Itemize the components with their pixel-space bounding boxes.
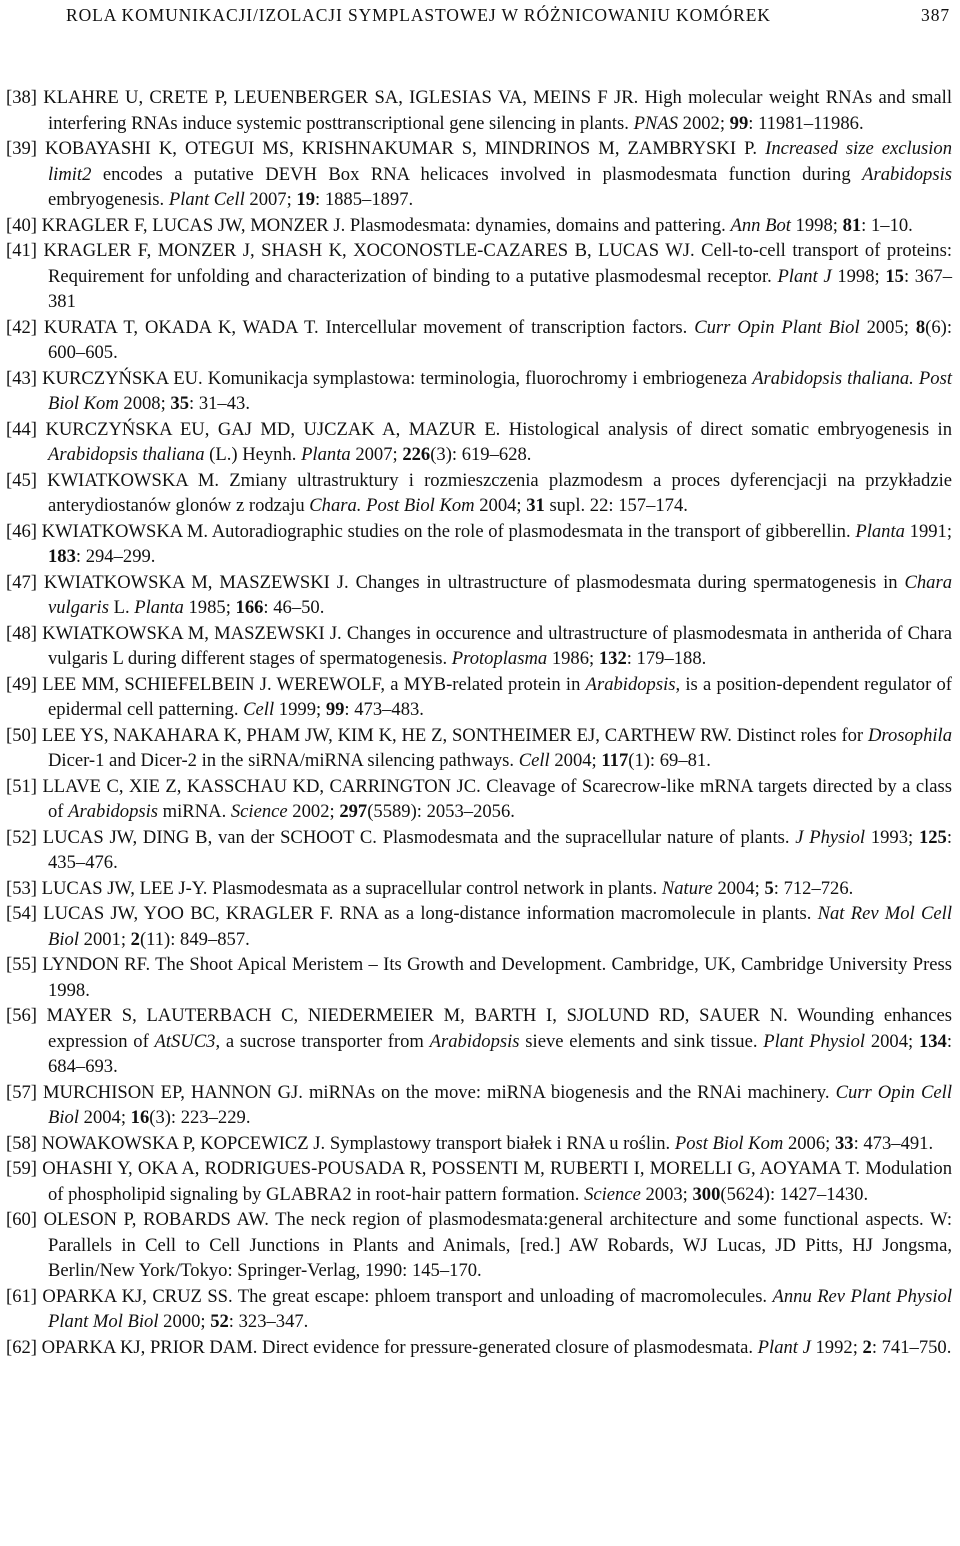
reference-entry	[6, 570, 952, 621]
reference-text: 2004;	[549, 750, 602, 771]
italic-text: Nat Rev Mol Cell Biol	[48, 903, 952, 950]
italic-text: J Physiol	[795, 826, 866, 848]
reference-text: [47] KWIATKOWSKA M, MASZEWSKI J. Changes in ultrastructure of plasmodesmata during spermatogenesis in	[6, 571, 905, 593]
reference-text: miRNA.	[158, 801, 231, 822]
reference-text: [45] KWIATKOWSKA M. Zmiany ultrastruktury i rozmieszczenia plazmodesm a proces dyferencjacji na przykładzie anterydiostanów glonów z rodzaju	[6, 469, 952, 516]
reference-entry	[6, 1335, 952, 1361]
reference-text: (11): 849–857.	[139, 928, 250, 950]
italic-text: Arabidopsis	[68, 801, 159, 822]
reference-entry	[6, 901, 952, 952]
reference-text: 2002;	[678, 112, 730, 134]
reference-text: 1998;	[790, 214, 843, 236]
reference-entry	[6, 1080, 952, 1131]
reference-text: [53] LUCAS JW, LEE J-Y. Plasmodesmata as a supracellular control network in plants.	[6, 877, 662, 899]
italic-text: Planta	[301, 444, 351, 465]
reference-text: (6): 600–605.	[48, 316, 953, 363]
reference-text: [54] LUCAS JW, YOO BC, KRAGLER F. RNA as a long-distance information macromolecule in plants.	[6, 903, 818, 924]
reference-text: [56] MAYER S, LAUTERBACH C, NIEDERMEIER M, BARTH I, SJOLUND RD, SAUER N. Wounding enhances expression of	[6, 1005, 952, 1052]
reference-text: 2002;	[287, 801, 340, 822]
bold-text: 134	[918, 1030, 947, 1052]
italic-text: Protoplasma	[451, 648, 548, 669]
reference-text: 2004;	[865, 1030, 919, 1052]
reference-text: (1): 69–81.	[628, 750, 711, 771]
bold-text: 297	[339, 801, 368, 822]
reference-text: [50] LEE YS, NAKAHARA K, PHAM JW, KIM K, HE Z, SONTHEIMER EJ, CARTHEW RW. Distinct roles for	[6, 724, 868, 746]
reference-text: 2004;	[474, 495, 527, 516]
reference-text: (5589): 2053–2056.	[367, 801, 515, 822]
reference-text: encodes a putative DEVH Box RNA helicaces involved in plasmodesmata function during	[91, 163, 863, 185]
bold-text: 35	[170, 393, 190, 414]
page-number: 387	[921, 5, 950, 25]
reference-text: 2007;	[244, 189, 297, 210]
running-title: ROLA KOMUNIKACJI/IZOLACJI SYMPLASTOWEJ W RÓŻNICOWANIU KOMÓREK	[66, 5, 771, 25]
reference-text: 2007;	[350, 444, 403, 465]
reference-entry	[6, 417, 952, 468]
reference-text: [58] NOWAKOWSKA P, KOPCEWICZ J. Symplastowy transport białek i RNA u roślin.	[6, 1132, 675, 1154]
italic-text: Curr Opin Cell Biol	[48, 1081, 952, 1128]
reference-text: 2004;	[712, 877, 765, 899]
bold-text: 99	[729, 112, 749, 134]
reference-entry	[6, 1207, 952, 1284]
bold-text: 2	[862, 1336, 872, 1358]
reference-text: supl. 22: 157–174.	[544, 495, 688, 516]
reference-text: , a sucrose transporter from	[215, 1030, 430, 1052]
bold-text: 81	[842, 214, 862, 236]
reference-text: 2005;	[859, 316, 916, 338]
reference-text: 1999;	[274, 699, 326, 720]
italic-text: Science	[230, 801, 288, 822]
reference-text: 2000;	[158, 1311, 211, 1332]
reference-text: 1986;	[547, 648, 599, 669]
italic-text: Increased size exclusion limit2	[48, 138, 953, 185]
reference-entry	[6, 238, 952, 315]
reference-entry	[6, 672, 952, 723]
reference-entry	[6, 519, 952, 570]
reference-entry	[6, 1284, 952, 1335]
reference-text: [42] KURATA T, OKADA K, WADA T. Intercellular movement of transcription factors.	[6, 316, 695, 338]
reference-text: : 741–750.	[871, 1336, 952, 1358]
italic-text: Post Biol Kom	[48, 367, 952, 414]
reference-text: [39] KOBAYASHI K, OTEGUI MS, KRISHNAKUMAR S, MINDRINOS M, ZAMBRYSKI P.	[6, 138, 766, 159]
reference-text: [48] KWIATKOWSKA M, MASZEWSKI J. Changes in occurence and ultrastructure of plasmodesmata in antherida of Chara vulgaris L during different stages of spermatogenesis.	[6, 622, 952, 669]
italic-text: PNAS	[633, 112, 678, 134]
bold-text: 226	[402, 444, 431, 465]
reference-text: (5624): 1427–1430.	[720, 1183, 869, 1205]
reference-text: : 31–43.	[189, 393, 250, 414]
italic-text: Plant J	[757, 1336, 811, 1358]
reference-text: [57] MURCHISON EP, HANNON GJ. miRNAs on the move: miRNA biogenesis and the RNAi machinery.	[6, 1081, 836, 1103]
italic-text: Ann Bot	[730, 214, 791, 236]
reference-text: [43] KURCZYŃSKA EU. Komunikacja symplastowa: terminologia, fluorochromy i embriogeneza	[6, 367, 753, 389]
italic-text: Chara.	[309, 495, 362, 516]
bold-text: 117	[601, 750, 629, 771]
reference-text: embryogenesis.	[48, 189, 169, 210]
bold-text: 33	[834, 1132, 854, 1154]
reference-list	[6, 85, 952, 1360]
italic-text: AtSUC3	[154, 1030, 216, 1052]
reference-entry	[6, 621, 952, 672]
reference-entry	[6, 825, 952, 876]
bold-text: 8	[915, 316, 926, 338]
reference-text: 2004;	[79, 1107, 131, 1128]
reference-text: : 11981–11986.	[748, 112, 864, 134]
reference-entry	[6, 85, 952, 136]
italic-text: Drosophila	[867, 724, 952, 746]
bold-text: 125	[918, 826, 947, 848]
reference-entry	[6, 1131, 952, 1157]
reference-entry	[6, 774, 952, 825]
reference-text: : 684–693.	[48, 1030, 952, 1077]
reference-text: : 1885–1897.	[315, 189, 414, 210]
reference-text: (L.) Heynh.	[204, 444, 302, 465]
reference-text: [60] OLESON P, ROBARDS AW. The neck region of plasmodesmata:general architecture and some functional aspects. W: Parallels in Cell to Cell Junctions in Plants and Animals, [red.] AW Robards, WJ Lucas, JD Pitts, HJ Jongsma, Berlin/New York/Tokyo: Springer-Verlag, 1990: 145–170.	[6, 1209, 952, 1281]
reference-text: : 473–491.	[853, 1132, 934, 1154]
reference-text: [51] LLAVE C, XIE Z, KASSCHAU KD, CARRINGTON JC. Cleavage of Scarecrow-like mRNA targets directed by a class of	[6, 775, 952, 822]
italic-text: Post Biol Kom	[366, 495, 475, 516]
reference-text: : 1–10.	[861, 214, 913, 236]
running-header	[6, 0, 952, 29]
reference-entry	[6, 366, 952, 417]
bold-text: 16	[130, 1107, 150, 1128]
reference-entry	[6, 1003, 952, 1080]
reference-text: [40] KRAGLER F, LUCAS JW, MONZER J. Plasmodesmata: dynamies, domains and pattering.	[6, 214, 731, 236]
italic-text: Science	[584, 1183, 641, 1205]
reference-text: Dicer-1 and Dicer-2 in the siRNA/miRNA silencing pathways.	[48, 750, 519, 771]
reference-text: : 712–726.	[773, 877, 854, 899]
reference-entry	[6, 1156, 952, 1207]
italic-text: Plant J	[777, 265, 832, 287]
italic-text: Post Biol Kom	[674, 1132, 784, 1154]
reference-entry	[6, 468, 952, 519]
italic-text: Nature	[661, 877, 713, 899]
reference-text: [61] OPARKA KJ, CRUZ SS. The great escape: phloem transport and unloading of macromolecules.	[6, 1285, 773, 1307]
reference-entry	[6, 723, 952, 774]
reference-text: : 367–381	[48, 265, 952, 312]
italic-text: Annu Rev Plant Physiol Plant Mol Biol	[48, 1285, 952, 1332]
reference-text: : 473–483.	[344, 699, 424, 720]
italic-text: Arabidopsis	[585, 673, 676, 695]
reference-text: : 46–50.	[263, 597, 325, 618]
italic-text: Chara vulgaris	[48, 571, 952, 618]
reference-text: 1993;	[865, 826, 919, 848]
italic-text: Plant Cell	[168, 189, 245, 210]
reference-text: [41] KRAGLER F, MONZER J, SHASH K, XOCONOSTLE-CAZARES B, LUCAS WJ. Cell-to-cell transport of proteins: Requirement for unfolding and characterization of binding to a putative plasmodesmal receptor.	[6, 240, 952, 287]
bold-text: 300	[692, 1183, 721, 1205]
reference-text: [62] OPARKA KJ, PRIOR DAM. Direct evidence for pressure-generated closure of plasmodesmata.	[6, 1336, 758, 1358]
bold-text: 19	[296, 189, 316, 210]
reference-text: 2008;	[118, 393, 171, 414]
reference-text: [52] LUCAS JW, DING B, van der SCHOOT C. Plasmodesmata and the supracellular nature of plants.	[6, 826, 796, 848]
reference-text: 2003;	[640, 1183, 693, 1205]
italic-text: Arabidopsis thaliana.	[752, 367, 914, 389]
reference-text: 2001;	[79, 928, 131, 950]
italic-text: Plant Physiol	[763, 1030, 866, 1052]
reference-text: : 435–476.	[48, 826, 952, 873]
reference-text: 2006;	[783, 1132, 835, 1154]
italic-text: Cell	[518, 750, 550, 771]
reference-text: L.	[108, 597, 135, 618]
reference-text: sieve elements and sink tissue.	[519, 1030, 764, 1052]
reference-text: 1998;	[831, 265, 886, 287]
reference-text: 1985;	[183, 597, 236, 618]
bold-text: 132	[598, 648, 627, 669]
italic-text: Planta	[855, 520, 905, 542]
bold-text: 5	[764, 877, 774, 899]
italic-text: Cell	[243, 699, 275, 720]
reference-text: , is a position-dependent regulator of epidermal cell patterning.	[48, 673, 952, 720]
bold-text: 2	[130, 928, 140, 950]
italic-text: Curr Opin Plant Biol	[694, 316, 860, 338]
reference-text: [46] KWIATKOWSKA M. Autoradiographic studies on the role of plasmodesmata in the transport of gibberellin.	[6, 520, 856, 542]
italic-text: Planta	[134, 597, 184, 618]
italic-text: Arabidopsis	[429, 1030, 520, 1052]
bold-text: 15	[885, 265, 904, 287]
reference-entry	[6, 876, 952, 902]
reference-text: : 294–299.	[75, 546, 156, 567]
bold-text: 166	[235, 597, 264, 618]
reference-text: : 179–188.	[626, 648, 707, 669]
reference-entry	[6, 952, 952, 1003]
reference-text: (3): 619–628.	[430, 444, 532, 465]
bold-text: 183	[48, 546, 76, 567]
italic-text: Arabidopsis thaliana	[48, 444, 205, 465]
reference-text: (3): 223–229.	[149, 1107, 251, 1128]
reference-text: 1991;	[904, 520, 952, 542]
reference-text: [55] LYNDON RF. The Shoot Apical Meristem – Its Growth and Development. Cambridge, UK, Cambridge University Press 1998.	[6, 954, 952, 1001]
bold-text: 31	[526, 495, 545, 516]
reference-text: [38] KLAHRE U, CRETE P, LEUENBERGER SA, IGLESIAS VA, MEINS F JR. High molecular weight RNAs and small interfering RNAs induce systemic posttranscriptional gene silencing in plants.	[6, 87, 952, 134]
bold-text: 99	[325, 699, 345, 720]
reference-entry	[6, 136, 952, 213]
reference-text: : 323–347.	[228, 1311, 309, 1332]
reference-entry	[6, 315, 952, 366]
reference-text: [59] OHASHI Y, OKA A, RODRIGUES-POUSADA R, POSSENTI M, RUBERTI I, MORELLI G, AOYAMA T. Modulation of phospholipid signaling by GLABRA2 in root-hair pattern formation.	[6, 1158, 952, 1205]
bold-text: 52	[210, 1311, 229, 1332]
reference-text: [44] KURCZYŃSKA EU, GAJ MD, UJCZAK A, MAZUR E. Histological analysis of direct somatic embryogenesis in	[6, 418, 952, 440]
italic-text: Arabidopsis	[862, 163, 952, 185]
reference-entry	[6, 213, 952, 239]
reference-text: 1992;	[810, 1336, 863, 1358]
reference-text: [49] LEE MM, SCHIEFELBEIN J. WEREWOLF, a MYB-related protein in	[6, 673, 586, 695]
